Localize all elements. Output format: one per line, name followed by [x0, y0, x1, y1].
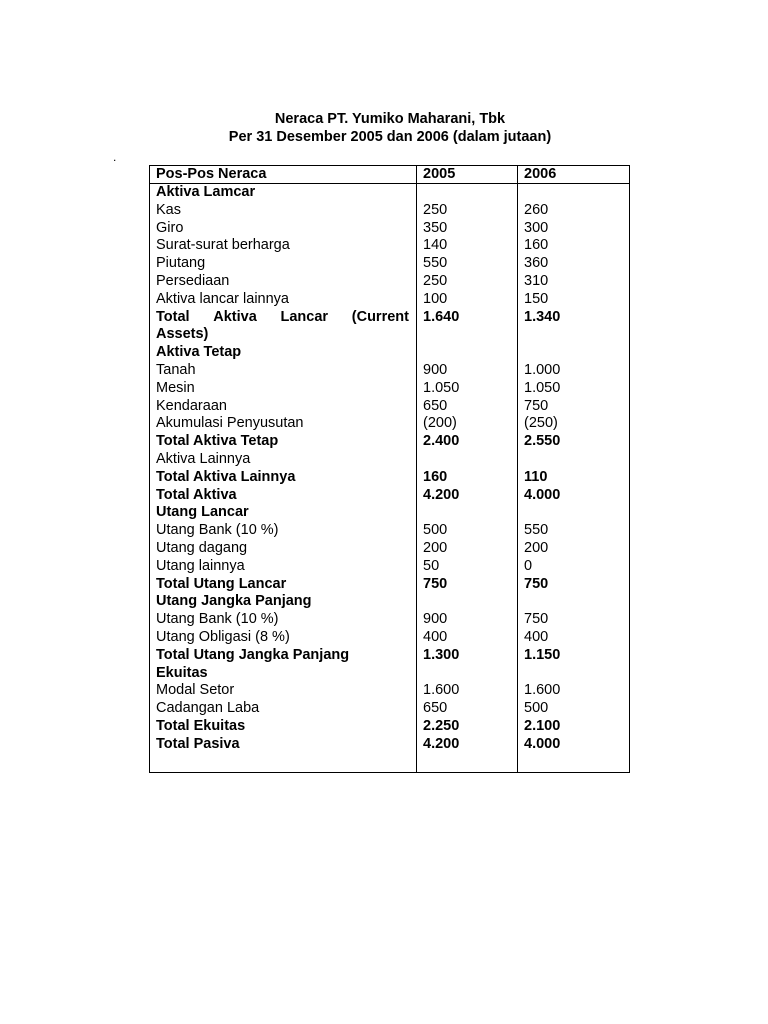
- row-label-word: Lancar: [280, 308, 329, 325]
- value-2006: 0: [524, 557, 533, 574]
- value-2005: 1.050: [423, 379, 460, 396]
- value-2006: 200: [524, 540, 549, 556]
- value-2005: 650: [423, 397, 448, 414]
- row-label: Utang Lancar: [156, 504, 249, 521]
- row-label: Utang Jangka Panjang: [156, 593, 312, 610]
- row-label: Utang lainnya: [156, 557, 245, 574]
- column-divider-2005: [416, 165, 417, 773]
- row-label: Aktiva Tetap: [156, 344, 242, 361]
- stray-dot: .: [113, 150, 117, 164]
- document-title: Neraca PT. Yumiko Maharani, Tbk: [274, 111, 506, 127]
- row-label: Giro: [156, 219, 184, 236]
- row-label: Utang Bank (10 %): [156, 522, 279, 539]
- row-label: Aktiva lancar lainnya: [156, 290, 289, 307]
- value-2006: 360: [524, 255, 549, 272]
- value-2005: 140: [423, 237, 448, 254]
- row-label: Total Aktiva Tetap: [156, 433, 279, 450]
- value-2005: 200: [423, 540, 448, 556]
- row-label: Utang Bank (10 %): [156, 611, 279, 628]
- row-label: Kendaraan: [156, 397, 227, 414]
- value-2005: 500: [423, 522, 448, 539]
- value-2005: 750: [423, 575, 448, 592]
- value-2006: 160: [524, 237, 549, 254]
- value-2005: (200): [423, 415, 457, 432]
- row-label: Total Aktiva Lainnya: [156, 468, 296, 485]
- row-label: Assets): [156, 326, 209, 343]
- row-label-word: (Current: [351, 308, 409, 325]
- value-2006: 2.550: [524, 433, 561, 450]
- value-2005: 250: [423, 201, 448, 218]
- value-2006: 1.340: [524, 308, 561, 325]
- value-2005: 1.600: [423, 682, 460, 699]
- value-2006: 300: [524, 219, 549, 236]
- value-2005: 50: [423, 557, 440, 574]
- row-label: Total Aktiva: [156, 486, 237, 503]
- row-label: Cadangan Laba: [156, 700, 260, 717]
- row-label: Tanah: [156, 362, 196, 378]
- row-label-word: Aktiva: [213, 308, 257, 325]
- value-2005: 4.200: [423, 486, 460, 503]
- value-2005: 160: [423, 468, 448, 485]
- row-label: Total Utang Jangka Panjang: [156, 646, 350, 663]
- value-2006: 400: [524, 629, 549, 645]
- value-2005: 1.640: [423, 308, 460, 325]
- header-label: Pos-Pos Neraca: [156, 166, 267, 182]
- row-label: Utang Obligasi (8 %): [156, 629, 290, 645]
- value-2006: 500: [524, 700, 549, 717]
- row-label: Mesin: [156, 379, 195, 396]
- value-2006: 750: [524, 611, 549, 628]
- value-2006: 310: [524, 273, 549, 289]
- column-divider-2006: [517, 165, 518, 773]
- row-label: Total Ekuitas: [156, 718, 246, 734]
- value-2005: 250: [423, 273, 448, 289]
- value-2006: 260: [524, 201, 549, 218]
- value-2006: 4.000: [524, 735, 561, 752]
- value-2005: 4.200: [423, 735, 460, 752]
- header-year-2006: 2006: [524, 166, 557, 182]
- value-2005: 2.400: [423, 433, 460, 450]
- value-2005: 2.250: [423, 718, 460, 734]
- row-label: Kas: [156, 201, 181, 218]
- value-2006: (250): [524, 415, 558, 432]
- row-label: Akumulasi Penyusutan: [156, 415, 304, 432]
- value-2006: 4.000: [524, 486, 561, 503]
- row-label: Modal Setor: [156, 682, 235, 699]
- row-label: Ekuitas: [156, 664, 208, 681]
- row-label: Total Pasiva: [156, 735, 240, 752]
- row-label-word: Total: [156, 308, 190, 325]
- row-label: Aktiva Lainnya: [156, 451, 251, 467]
- row-label: [156, 308, 409, 326]
- value-2006: 550: [524, 522, 549, 539]
- value-2006: 1.600: [524, 682, 561, 699]
- value-2005: 400: [423, 629, 448, 645]
- row-label: Total Utang Lancar: [156, 575, 287, 592]
- row-label: Piutang: [156, 255, 206, 272]
- row-label: Utang dagang: [156, 540, 248, 556]
- value-2005: 100: [423, 290, 448, 307]
- header-year-2005: 2005: [423, 166, 456, 182]
- value-2006: 1.050: [524, 379, 561, 396]
- value-2006: 110: [524, 468, 548, 485]
- value-2006: 150: [524, 290, 549, 307]
- value-2006: 750: [524, 575, 549, 592]
- value-2006: 1.000: [524, 362, 561, 378]
- value-2005: 550: [423, 255, 448, 272]
- document-subtitle: Per 31 Desember 2005 dan 2006 (dalam jutaan): [228, 129, 552, 145]
- value-2005: 900: [423, 362, 448, 378]
- value-2006: 750: [524, 397, 549, 414]
- value-2005: 650: [423, 700, 448, 717]
- row-label: Aktiva Lamcar: [156, 184, 256, 200]
- value-2005: 1.300: [423, 646, 460, 663]
- row-label: Persediaan: [156, 273, 230, 289]
- row-label: Surat-surat berharga: [156, 237, 290, 254]
- value-2005: 900: [423, 611, 448, 628]
- value-2006: 1.150: [524, 646, 561, 663]
- value-2006: 2.100: [524, 718, 561, 734]
- value-2005: 350: [423, 219, 448, 236]
